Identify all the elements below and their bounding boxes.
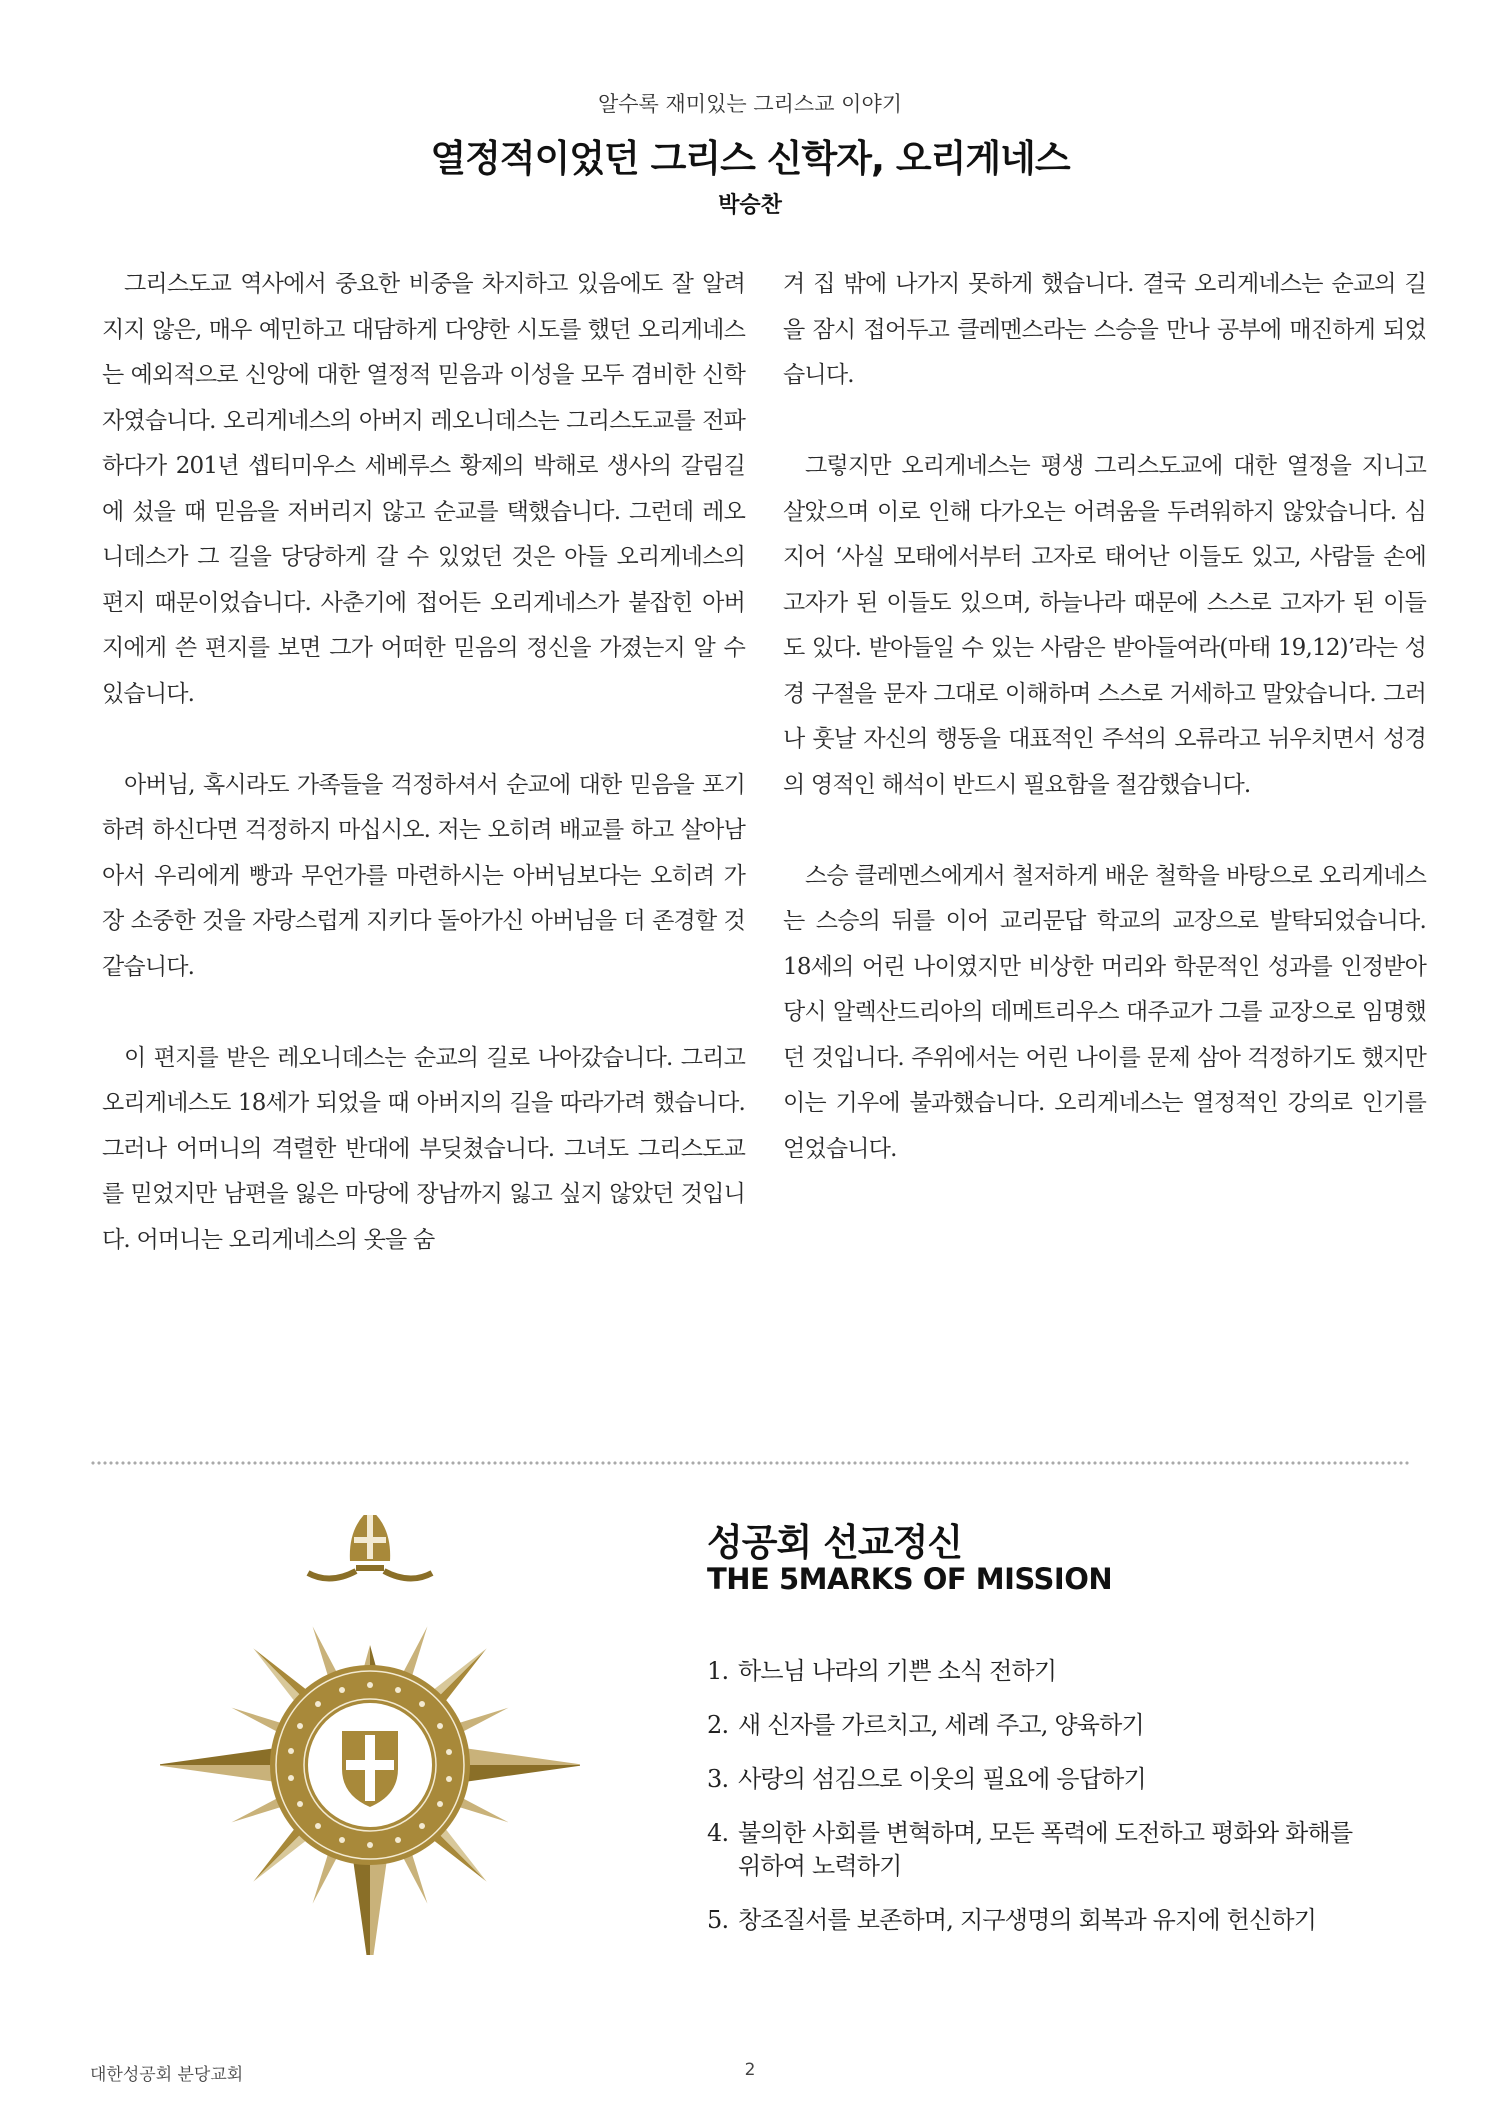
paragraph: 이 편지를 받은 레오니데스는 순교의 길로 나아갔습니다. 그리고 오리게네스도 18세가 되었을 때 아버지의 길을 따라가려 했습니다. 그러나 어머니의 격렬한 반대에 부딪쳤습니다. 그녀도 그리스도교를 믿었지만 남편을 잃은 마당에 장남까지 잃고 싶지 않았던 것입니다. 어머니는 오리게네스의 옷을 숨: [102, 1044, 745, 1253]
list-item: 4. 불의한 사회를 변혁하며, 모든 폭력에 도전하고 평화와 화해를 위하여 노력하기: [707, 1819, 1353, 1880]
paragraph: 그렇지만 오리게네스는 평생 그리스도교에 대한 열정을 지니고 살았으며 이로 인해 다가오는 어려움을 두려워하지 않았습니다. 심지어 ‘사실 모태에서부터 고자로 태어난 이들도 있고, 사람들 손에 고자가 된 이들도 있으며, 하늘나라 때문에 스스로 고자가 된 이들도 있다. 받아들일 수 있는 사람은 받아들여라(마태 19,12)’라는 성경 구절을 문자 그대로 이해하며 스스로 거세하고 말았습니다. 그러나 훗날 자신의 행동을 대표적인 주석의 오류라고 뉘우치면서 성경의 영적인 해석이 반드시 필요함을 절감했습니다.: [783, 453, 1426, 798]
mission-marks-list: [707, 1655, 1427, 1958]
list-item: 2. 새 신자를 가르치고, 세례 주고, 양육하기: [707, 1711, 1144, 1739]
list-item: 3. 사랑의 섬김으로 이웃의 필요에 응답하기: [707, 1765, 1146, 1793]
paragraph-letter-quote: 아버님, 혹시라도 가족들을 걱정하셔서 순교에 대한 믿음을 포기하려 하신다면 걱정하지 마십시오. 저는 오히려 배교를 하고 살아남아서 우리에게 빵과 무언가를 마련하시는 아버님보다는 오히려 가장 소중한 것을 자랑스럽게 지키다 돌아가신 아버님을 더 존경할 것 같습니다.: [102, 771, 745, 980]
paragraph: 그리스도교 역사에서 중요한 비중을 차지하고 있음에도 잘 알려지지 않은, 매우 예민하고 대담하게 다양한 시도를 했던 오리게네스는 예외적으로 신앙에 대한 열정적 믿음과 이성을 모두 겸비한 신학자였습니다. 오리게네스의 아버지 레오니데스는 그리스도교를 전파하다가 201년 셉티미우스 세베루스 황제의 박해로 생사의 갈림길에 섰을 때 믿음을 저버리지 않고 순교를 택했습니다. 그런데 레오니데스가 그 길을 당당하게 갈 수 있었던 것은 아들 오리게네스의 편지 때문이었습니다. 사춘기에 접어든 오리게네스가 붙잡힌 아버지에게 쓴 편지를 보면 그가 어떠한 믿음의 정신을 가졌는지 알 수 있습니다.: [102, 271, 745, 707]
series-label: 알수록 재미있는 그리스교 이야기: [597, 92, 903, 116]
mission-subtitle: THE 5MARKS OF MISSION: [707, 1562, 1113, 1596]
list-item: 5. 창조질서를 보존하며, 지구생명의 회복과 유지에 헌신하기: [707, 1906, 1317, 1934]
list-item: 1. 하느님 나라의 기쁜 소식 전하기: [707, 1657, 1057, 1685]
article-title: 열정적이었던 그리스 신학자, 오리게네스: [430, 137, 1070, 180]
article-author: 박승찬: [718, 193, 782, 218]
paragraph: 겨 집 밖에 나가지 못하게 했습니다. 결국 오리게네스는 순교의 길을 잠시 접어두고 클레멘스라는 스승을 만나 공부에 매진하게 되었습니다.: [783, 271, 1426, 388]
article-column-left: [102, 262, 745, 1309]
paragraph: 스승 클레멘스에게서 철저하게 배운 철학을 바탕으로 오리게네스는 스승의 뒤를 이어 교리문답 학교의 교장으로 발탁되었습니다. 18세의 어린 나이였지만 비상한 머리와 학문적인 성과를 인정받아 당시 알렉산드리아의 데메트리우스 대주교가 그를 교장으로 임명했던 것입니다. 주위에서는 어린 나이를 문제 삼아 걱정하기도 했지만 이는 기우에 불과했습니다. 오리게네스는 열정적인 강의로 인기를 얻었습니다.: [783, 862, 1426, 1162]
compass-rose-emblem-icon: [160, 1515, 580, 1955]
page-number: 2: [744, 2060, 756, 2080]
article-column-right: [783, 262, 1426, 1218]
footer-organization: 대한성공회 분당교회: [90, 2065, 244, 2085]
section-divider: [90, 1458, 1410, 1468]
mission-title: 성공회 선교정신: [707, 1521, 963, 1564]
